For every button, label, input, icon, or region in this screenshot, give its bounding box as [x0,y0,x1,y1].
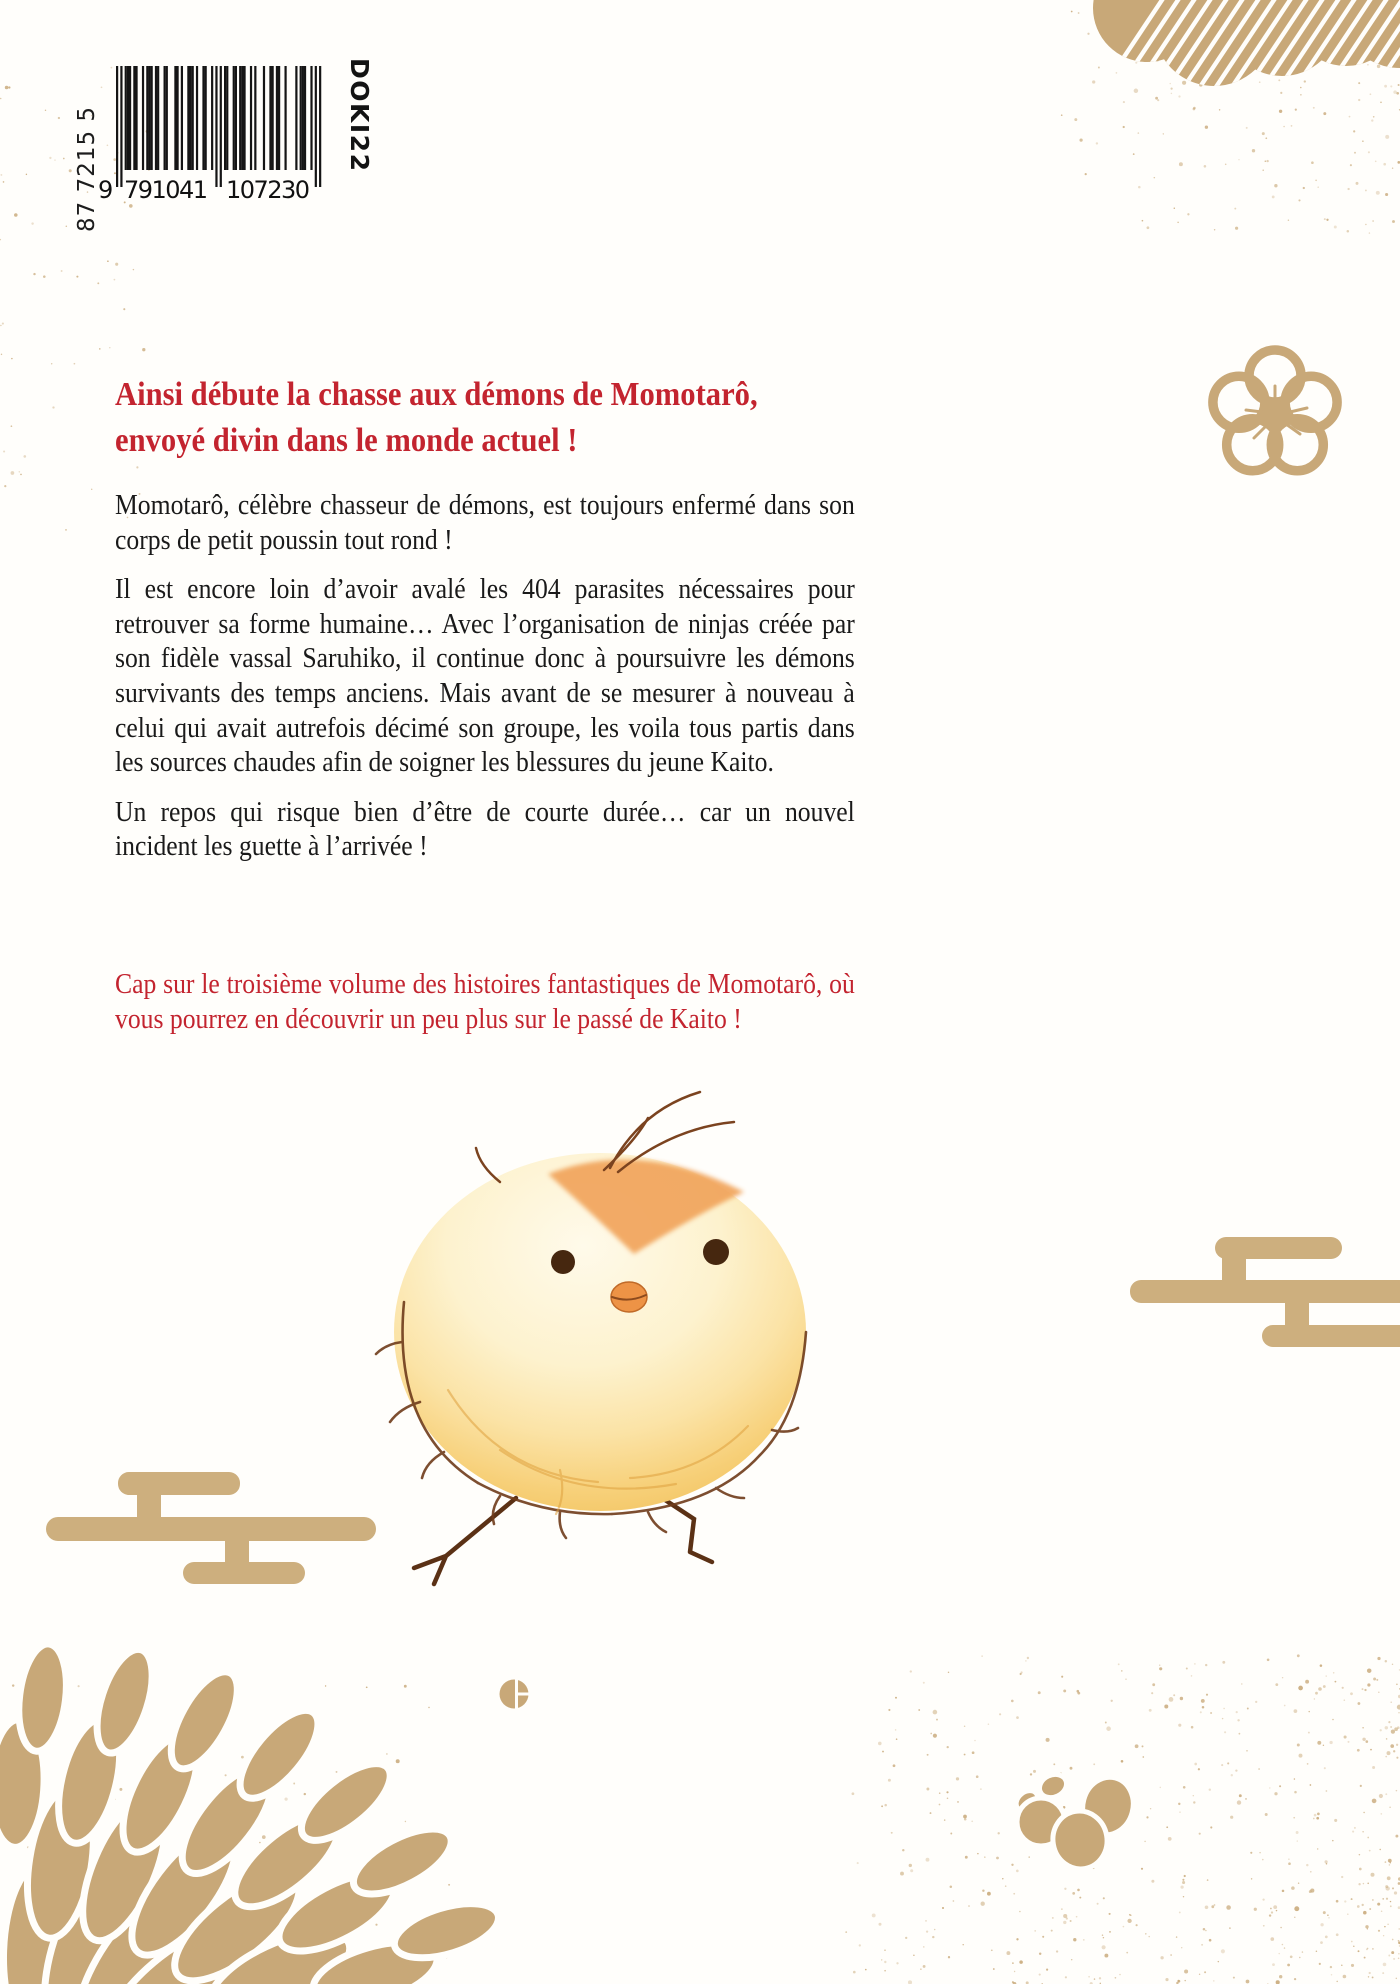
isbn-digit-group-right: 107230 [226,176,310,202]
isbn-digit-group-left: 791041 [124,176,208,202]
kasumi-cloud-left-motif [46,1472,376,1584]
promo-paragraph: Cap sur le troisième volume des histoires fantastiques de Momotarô, où vous pourrez en découvrir un peu plus sur le passé de Kaito ! [115,968,855,1035]
petal-burst-motif [0,1641,533,1984]
synopsis-paragraph-2: Il est encore loin d’avoir avalé les 404 parasites nécessaires pour retrouver sa forme humaine… Avec l’organisation de ninjas créée par son fidèle vassal Saruhiko, il continue donc à poursuivre les démons survivants des temps anciens. Mais avant de se mesurer à nouveau à celui qui avait autrefois décimé son groupe, les voila tous partis dans les sources chaudes afin de soigner les blessures du jeune Kaito. [115,574,855,779]
headline-line-1: Ainsi débute la chasse aux démons de Momotarô, [115,376,758,413]
back-cover-text [115,372,855,1037]
headline [115,372,855,464]
edition-code: DOKI22 [345,58,374,173]
isbn-digit-lead: 9 [98,176,114,202]
kasumi-cloud-right-motif [1130,1237,1400,1347]
barcode [96,66,336,202]
chrysanthemum-corner-motif [1062,0,1400,150]
synopsis-paragraph-3: Un repos qui risque bien d’être de courte durée… car un nouvel incident les guette à l’arrivée ! [115,796,855,863]
synopsis-paragraph-1: Momotarô, célèbre chasseur de démons, est toujours enfermé dans son corps de petit poussin tout rond ! [115,490,855,556]
headline-line-2: envoyé divin dans le monde actuel ! [115,422,578,459]
chick-left-eye [551,1250,575,1274]
gold-berries-motif [1012,1770,1140,1873]
chick-right-eye [703,1239,729,1265]
chick-illustration [376,1092,806,1584]
chick-hair-strands [476,1092,734,1182]
barcode-bars [116,66,321,187]
publisher-mark [500,1679,530,1709]
print-code: 87 7215 5 [74,105,100,232]
chick-beak [611,1282,647,1312]
plum-blossom-icon [1213,350,1337,471]
barcode-block [72,60,452,270]
